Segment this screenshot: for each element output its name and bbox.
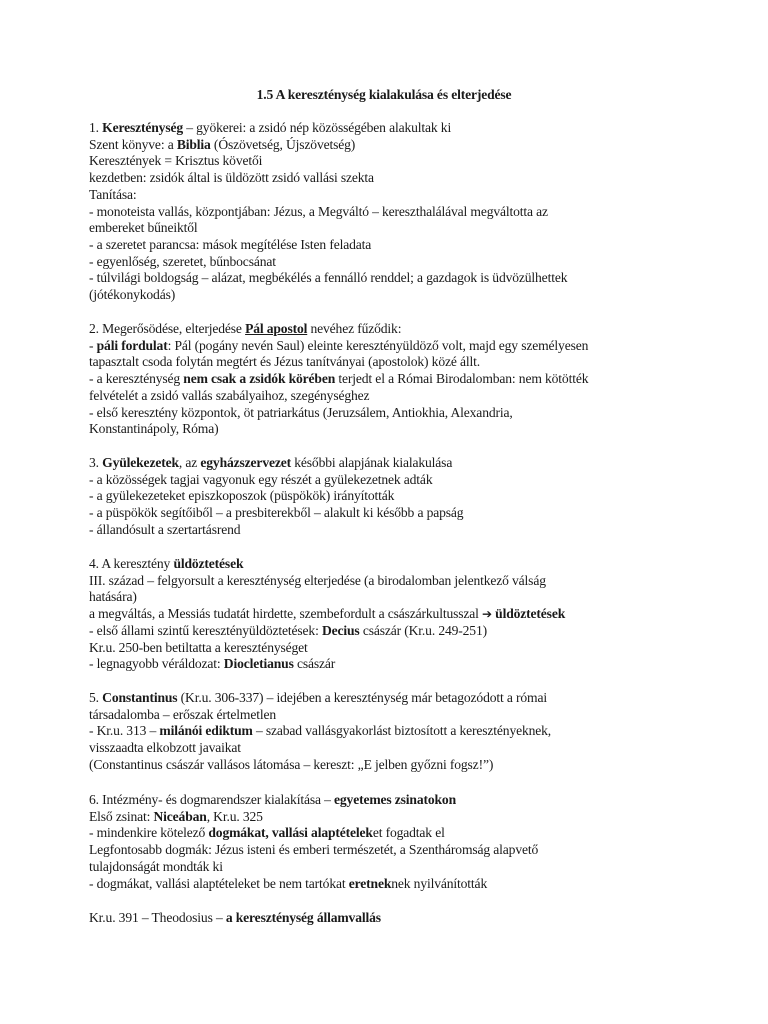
section-5-line-4: visszaadta elkobzott javaikat — [89, 740, 241, 756]
section-1-line-6: - monoteista vallás, központjában: Jézus, a Megváltó – kereszthalálával megváltotta az — [89, 203, 548, 219]
section-2-line-7: Konstantinápoly, Róma) — [89, 421, 219, 437]
section-5-line-1 — [89, 690, 729, 707]
section-5-line-2: társadalomba – erőszak értelmetlen — [89, 706, 277, 722]
section-4-line-6: Kr.u. 250-ben betiltatta a kereszténységet — [89, 639, 308, 655]
keyword-decius: Decius — [321, 622, 360, 638]
keyword-egyetemes-zsinatokon: egyetemes zsinatokon — [334, 792, 456, 807]
section-1-line-11: (jótékonykodás) — [89, 287, 176, 303]
section-4-line-3: hatására) — [89, 589, 137, 605]
text: császár — [293, 656, 336, 672]
keyword-diocletianus: Diocletianus — [223, 656, 294, 672]
keyword-pali-fordulat: páli fordulat — [96, 337, 168, 353]
section-5-line-5: (Constantinus császár vallásos látomása – kereszt: „E jelben győzni fogsz!”) — [89, 756, 494, 772]
keyword-uldoztetesek-2: üldöztetések — [491, 606, 566, 622]
text: császár (Kr.u. 249-251) — [359, 622, 487, 638]
section-1-line-8: - a szeretet parancsa: mások megítélése Isten feladata — [89, 236, 372, 252]
section-3-line-4: - a püspökök segítőiből – a presbiterekből – alakult ki később a papság — [89, 505, 464, 521]
text: nek nyilvánították — [391, 875, 488, 891]
section-2 — [89, 321, 729, 438]
section-2-line-4 — [89, 371, 729, 388]
section-1-line-1 — [89, 120, 729, 137]
document-title: 1.5 A kereszténység kialakulása és elterjedése — [256, 87, 512, 102]
text: - legnagyobb véráldozat: — [89, 656, 224, 672]
text: 3. — [89, 455, 103, 470]
section-4-line-7 — [89, 656, 729, 673]
text: 6. Intézmény- és dogmarendszer kialakítása – — [89, 792, 335, 807]
section-1-line-7: embereket bűneiktől — [89, 220, 198, 236]
text: Kr.u. 391 – Theodosius – — [89, 910, 226, 925]
section-6 — [89, 792, 729, 892]
section-4-line-4 — [89, 606, 729, 623]
section-2-line-5: felvételét a zsidó vallás szabályaihoz, szegénységhez — [89, 387, 370, 403]
section-6-line-3 — [89, 825, 729, 842]
section-2-line-1 — [89, 321, 729, 338]
text: (Ószövetség, Újszövetség) — [210, 136, 356, 152]
text: : Pál (pogány nevén Saul) eleinte keresztényüldöző volt, majd egy személyesen — [167, 337, 589, 353]
keyword-niceaban: Niceában — [153, 808, 207, 824]
keyword-uldoztetesek: üldöztetések — [173, 556, 244, 571]
section-3 — [89, 455, 729, 539]
text: 1. — [89, 120, 103, 135]
section-3-line-3: - a gyülekezeteket episzkoposzok (püspökök) irányították — [89, 488, 395, 504]
keyword-dogmak: dogmákat, vallási alaptételek — [208, 825, 373, 841]
section-1-line-5: Tanítása: — [89, 186, 137, 202]
text: - — [89, 337, 97, 353]
section-6-line-4: Legfontosabb dogmák: Jézus isteni és emberi természetét, a Szentháromság alapvető — [89, 842, 539, 858]
section-6-line-2 — [89, 809, 729, 826]
section-2-line-2 — [89, 338, 729, 355]
section-4-line-2: III. század – felgyorsult a kereszténység elterjedése (a birodalomban jelentkező válság — [89, 572, 546, 588]
text: - a kereszténység — [89, 371, 184, 387]
keyword-biblia: Biblia — [176, 136, 211, 152]
section-6-line-5: tulajdonságát mondták ki — [89, 858, 223, 874]
text: Szent könyve: a — [89, 136, 177, 152]
text: - dogmákat, vallási alaptételeket be nem tartókat — [89, 875, 349, 891]
section-1-line-3: Keresztények = Krisztus követői — [89, 153, 263, 169]
keyword-pal-apostol: Pál apostol — [245, 321, 308, 336]
section-3-line-1 — [89, 455, 729, 472]
text: - első állami szintű keresztényüldöztetések: — [89, 622, 322, 638]
text: nevéhez fűződik: — [307, 321, 402, 336]
section-5 — [89, 690, 729, 774]
section-2-line-3: tapasztalt csoda folytán megtért és Jézus tanítványai (apostolok) közé állt. — [89, 354, 480, 370]
section-7 — [89, 910, 729, 927]
text: , az — [178, 455, 201, 470]
keyword-keresztenyseg: Kereszténység — [102, 120, 183, 135]
text: et fogadtak el — [372, 825, 445, 841]
keyword-eretnek: eretnek — [348, 875, 392, 891]
keyword-constantinus: Constantinus — [102, 690, 178, 705]
text: a megváltás, a Messiás tudatát hirdette, szembefordult a császárkultusszal — [89, 606, 483, 622]
text: - Kr.u. 313 – — [89, 723, 160, 739]
text: 2. Megerősödése, elterjedése — [89, 321, 246, 336]
text: – szabad vallásgyakorlást biztosított a keresztényeknek, — [252, 723, 552, 739]
text: , Kr.u. 325 — [206, 808, 263, 824]
text: későbbi alapjának kialakulása — [291, 455, 453, 470]
section-4-line-5 — [89, 623, 729, 640]
text: - mindenkire kötelező — [89, 825, 209, 841]
text: (Kr.u. 306-337) – idejében a kereszténység már betagozódott a római — [177, 690, 547, 705]
section-4-line-1 — [89, 556, 729, 573]
text: – gyökerei: a zsidó nép közösségében alakultak ki — [183, 120, 452, 135]
section-1 — [89, 120, 729, 304]
right-arrow-icon: ➔ — [482, 607, 492, 622]
section-1-line-10: - túlvilági boldogság – alázat, megbékélés a fennálló renddel; a gazdagok is üdvözülhettek — [89, 270, 568, 286]
keyword-egyhazszervezet: egyházszervezet — [200, 455, 291, 470]
section-6-line-6 — [89, 876, 729, 893]
section-2-line-6: - első keresztény központok, öt patriarkátus (Jeruzsálem, Antiokhia, Alexandria, — [89, 404, 513, 420]
section-4 — [89, 556, 729, 673]
text: 5. — [89, 690, 103, 705]
section-6-line-1 — [89, 792, 729, 809]
keyword-allamvallas: a kereszténység államvallás — [225, 910, 381, 925]
keyword-nem-csak-zsidok: nem csak a zsidók körében — [183, 371, 336, 387]
section-1-line-4: kezdetben: zsidók által is üldözött zsidó vallási szekta — [89, 170, 374, 186]
keyword-gyulekezetek: Gyülekezetek — [102, 455, 179, 470]
section-7-line-1 — [89, 910, 729, 927]
text: Első zsinat: — [89, 808, 154, 824]
section-1-line-9: - egyenlőség, szeretet, bűnbocsánat — [89, 253, 276, 269]
section-1-line-2 — [89, 137, 729, 154]
text: 4. A keresztény — [89, 556, 174, 571]
section-5-line-3 — [89, 723, 729, 740]
section-3-line-2: - a közösségek tagjai vagyonuk egy részét a gyülekezetnek adták — [89, 471, 433, 487]
section-3-line-5: - állandósult a szertartásrend — [89, 521, 241, 537]
keyword-milanoi-ediktum: milánói ediktum — [159, 723, 253, 739]
text: terjedt el a Római Birodalomban: nem kötötték — [335, 371, 589, 387]
